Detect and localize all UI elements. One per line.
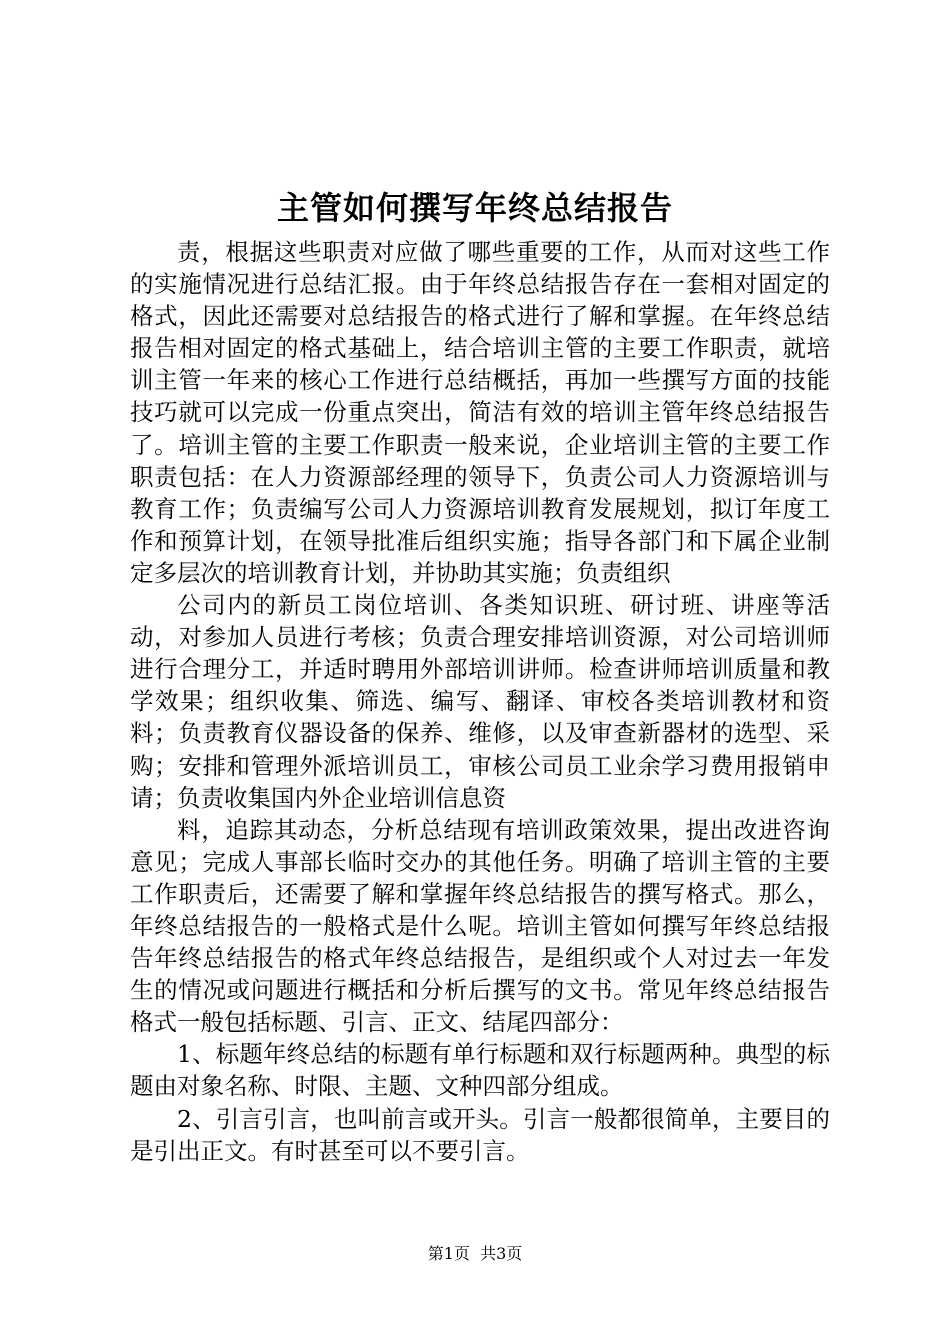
- page-number: 第1页: [427, 1244, 470, 1263]
- page-footer: [0, 1243, 950, 1265]
- document-body: [130, 236, 830, 1167]
- document-title: 主管如何撰写年终总结报告: [276, 189, 673, 227]
- paragraph: 责，根据这些职责对应做了哪些重要的工作，从而对这些工作的实施情况进行总结汇报。由于年终总结报告存在一套相对固定的格式，因此还需要对总结报告的格式进行了解和掌握。在年终总结报告相对固定的格式基础上，结合培训主管的主要工作职责，就培训主管一年来的核心工作进行总结概括，再加一些撰写方面的技能技巧就可以完成一份重点突出，简洁有效的培训主管年终总结报告了。培训主管的主要工作职责一般来说，企业培训主管的主要工作职责包括：在人力资源部经理的领导下，负责公司人力资源培训与教育工作；负责编写公司人力资源培训教育发展规划，拟订年度工作和预算计划，在领导批准后组织实施；指导各部门和下属企业制定多层次的培训教育计划，并协助其实施；负责组织: [130, 238, 830, 587]
- paragraph: 料，追踪其动态，分析总结现有培训政策效果，提出改进咨询意见；完成人事部长临时交办的其他任务。明确了培训主管的主要工作职责后，还需要了解和掌握年终总结报告的撰写格式。那么，年终总结报告的一般格式是什么呢。培训主管如何撰写年终总结报告年终总结报告的格式年终总结报告，是组织或个人对过去一年发生的情况或问题进行概括和分析后撰写的文书。常见年终总结报告格式一般包括标题、引言、正文、结尾四部分：: [130, 815, 830, 1037]
- paragraph: 公司内的新员工岗位培训、各类知识班、研讨班、讲座等活动，对参加人员进行考核；负责合理安排培训资源，对公司培训师进行合理分工，并适时聘用外部培训讲师。检查讲师培训质量和教学效果；组织收集、筛选、编写、翻译、审校各类培训教材和资料；负责教育仪器设备的保养、维修，以及审查新器材的选型、采购；安排和管理外派培训员工，审核公司员工业余学习费用报销申请；负责收集国内外企业培训信息资: [130, 591, 830, 812]
- paragraph: 2、引言引言，也叫前言或开头。引言一般都很简单，主要目的是引出正文。有时甚至可以不要引言。: [130, 1104, 830, 1165]
- paragraph: 1、标题年终总结的标题有单行标题和双行标题两种。典型的标题由对象名称、时限、主题、文种四部分组成。: [130, 1040, 830, 1101]
- page-total: 共3页: [480, 1244, 523, 1263]
